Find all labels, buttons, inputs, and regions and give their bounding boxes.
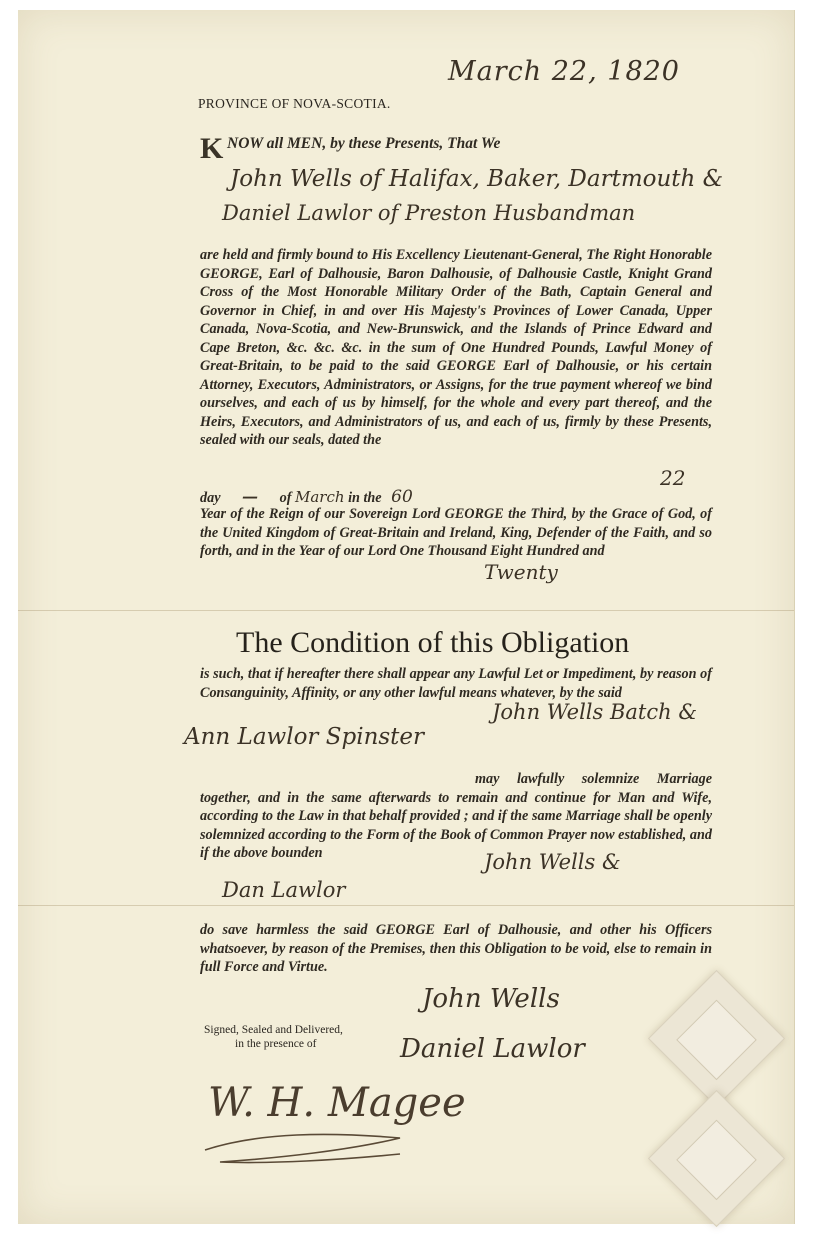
day-label: day <box>200 490 221 506</box>
handwritten-names-line1: John Wells of Halifax, Baker, Dartmouth & <box>230 166 724 192</box>
province-heading: PROVINCE OF NOVA-SCOTIA. <box>198 96 391 111</box>
bond-intro: NOW all MEN, by these Presents, That We <box>227 135 501 152</box>
reign-text: Year of the Reign of our Sovereign Lord GEORGE the Third, by the Grace of God, of the United Kingdom of Great-Britain and Ireland, King, Defender of the Faith, and so forth, and in the Year of our Lord One Thousand Eight Hundred and <box>200 506 712 559</box>
condition-text-1: is such, that if hereafter there shall appear any Lawful Let or Impediment, by reason of Consanguinity, Affinity, or any other lawful means whatever, by the said <box>200 666 712 701</box>
fold-line <box>18 905 794 906</box>
fold-line <box>18 610 794 611</box>
date-line <box>200 487 712 507</box>
handwritten-bounden-2: Dan Lawlor <box>222 878 346 902</box>
bond-body-text: are held and firmly bound to His Excellency Lieutenant-General, The Right Honorable GEORGE, Earl of Dalhousie, Baron Dalhousie, of Dalhousie Castle, Knight Grand Cross of the Most Honorable Military Order of the Bath, Captain General and Governor in Chief, in and over His Majesty's Provinces of Lower Canada, Upper Canada, Nova-Scotia, and New-Brunswick, and the Islands of Prince Edward and Cape Breton, &c. &c. &c. in the sum of One Hundred Pounds, Lawful Money of Great-Britain, to be paid to the said GEORGE Earl of Dalhousie, or his certain Attorney, Executors, Administrators, or Assigns, for the true payment whereof we bind ourselves, and each of us by himself, for the whole and every part thereof, and the Heirs, Executors, and Administrators of us, and each of us, firmly by these Presents, sealed with our seals, dated the <box>200 247 712 448</box>
handwritten-bride: Ann Lawlor Spinster <box>184 724 425 750</box>
handwritten-dash: — <box>242 487 259 506</box>
handwritten-date: March 22, 1820 <box>448 56 680 87</box>
witness-flourish <box>200 1128 450 1168</box>
in-the-label: in the <box>348 490 382 506</box>
condition-heading: The Condition of this Obligation <box>236 626 630 659</box>
handwritten-names-line2: Daniel Lawlor of Preston Husbandman <box>222 201 636 225</box>
handwritten-reign-year: 60 <box>391 487 413 507</box>
handwritten-month: March <box>294 488 345 506</box>
handwritten-bounden-1: John Wells & <box>484 850 621 874</box>
witness-label-2: in the presence of <box>235 1038 317 1050</box>
handwritten-year: Twenty <box>484 560 558 584</box>
drop-cap-k: K <box>200 132 224 165</box>
condition-text-2: may lawfully solemnize Marriage together, and in the same afterwards to remain and continue for Man and Wife, according to the Law in that behalf provided ; and if the same Marriage shall be openly solemnized according to the Form of the Book of Common Prayer now established, and if the above bounden <box>200 771 712 861</box>
of-label: of <box>279 490 292 506</box>
handwritten-day: 22 <box>660 466 686 490</box>
witness-label-1: Signed, Sealed and Delivered, <box>204 1024 343 1036</box>
condition-text-3: do save harmless the said GEORGE Earl of Dalhousie, and other his Officers whatsoever, by reason of the Premises, then this Obligation to be void, else to remain in full Force and Virtue. <box>200 922 712 975</box>
signature-witness: W. H. Magee <box>208 1080 466 1126</box>
handwritten-groom: John Wells Batch & <box>492 700 698 724</box>
signature-john-wells: John Wells <box>422 984 560 1014</box>
signature-daniel-lawlor: Daniel Lawlor <box>400 1034 585 1064</box>
